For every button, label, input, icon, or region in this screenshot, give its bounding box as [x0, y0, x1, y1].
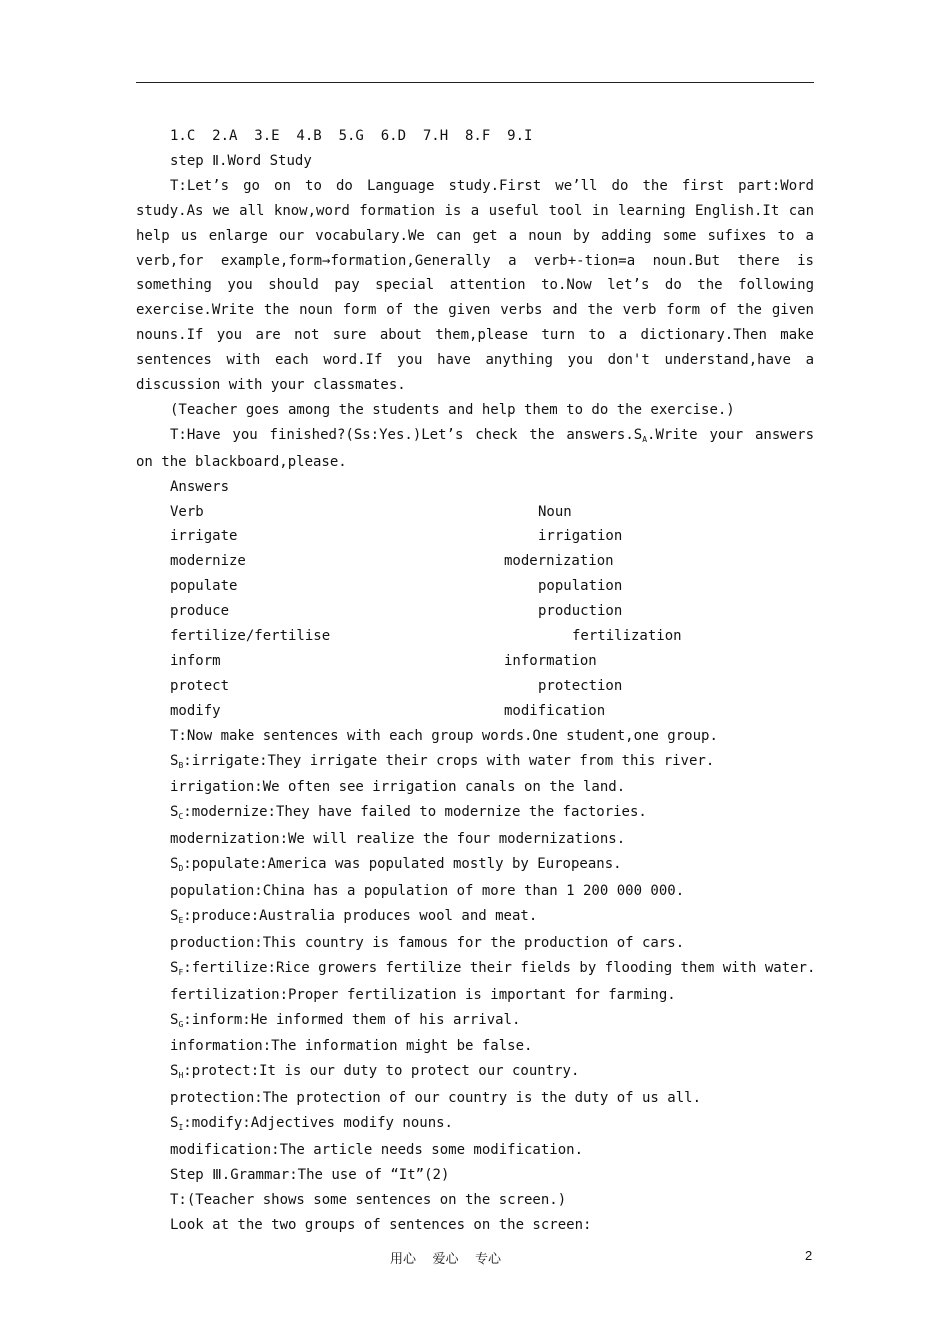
- header-rule: [136, 82, 814, 83]
- noun-column-header: Noun: [538, 503, 572, 520]
- student-subscript: H: [178, 1071, 184, 1081]
- verb-cell: modify: [170, 702, 221, 719]
- student-label: S: [170, 907, 179, 924]
- student-label: S: [170, 804, 179, 821]
- noun-cell: production: [538, 603, 623, 620]
- noun-cell: population: [538, 578, 623, 595]
- sentence-text: modification:The article needs some modification.: [170, 1142, 584, 1159]
- check-answers-paragraph: [136, 423, 814, 475]
- sentence-text: fertilization:Proper fertilization is important for farming.: [170, 986, 676, 1003]
- verb-cell: populate: [170, 578, 238, 595]
- sentence-text: :fertilize:Rice growers fertilize their fields by flooding them with water.: [183, 959, 816, 976]
- sentence-line: [136, 1008, 814, 1035]
- sentence-text: :modernize:They have failed to modernize the factories.: [183, 804, 647, 821]
- sentence-line: [136, 827, 814, 852]
- verb-cell: irrigate: [170, 528, 238, 545]
- sentence-text: modernization:We will realize the four modernizations.: [170, 831, 626, 848]
- sentence-line: [136, 931, 814, 956]
- noun-cell: fertilization: [572, 628, 682, 645]
- sentence-line: [136, 904, 814, 931]
- sentence-line: [136, 1059, 814, 1086]
- stage-direction: (Teacher goes among the students and help them to do the exercise.): [170, 401, 735, 418]
- sentence-line: [136, 800, 814, 827]
- sentence-text: irrigation:We often see irrigation canals on the land.: [170, 779, 626, 796]
- answer-key: 1.C 2.A 3.E 4.B 5.G 6.D 7.H 8.F 9.I: [170, 128, 533, 144]
- example-sentences: [136, 749, 814, 1164]
- table-row: [136, 649, 814, 674]
- verb-cell: modernize: [170, 553, 246, 570]
- student-label: S: [170, 1011, 179, 1028]
- student-label: S: [170, 959, 179, 976]
- table-row: [136, 549, 814, 574]
- sentence-line: [136, 852, 814, 879]
- table-row: [136, 599, 814, 624]
- sentence-text: :populate:America was populated mostly by Europeans.: [183, 856, 622, 873]
- sentence-text: :protect:It is our duty to protect our country.: [183, 1063, 580, 1080]
- verb-cell: protect: [170, 677, 230, 694]
- page-body: [136, 124, 814, 1238]
- verb-cell: fertilize/fertilise: [170, 628, 331, 645]
- word-formation-table: [136, 500, 814, 724]
- noun-cell: modification: [504, 702, 606, 719]
- noun-cell: modernization: [504, 553, 614, 570]
- check-text-b: .Write your answers on the blackboard,please.: [136, 426, 814, 470]
- check-text-a: T:Have you finished?(Ss:Yes.)Let’s check the answers.S: [170, 426, 643, 443]
- sentence-line: [136, 956, 814, 983]
- table-row: [136, 524, 814, 549]
- student-label: S: [170, 1115, 179, 1132]
- verb-cell: produce: [170, 603, 230, 620]
- student-subscript: E: [178, 915, 184, 925]
- student-label: S: [170, 752, 179, 769]
- sentence-text: protection:The protection of our country is the duty of us all.: [170, 1090, 702, 1107]
- sentence-text: population:China has a population of more than 1 200 000 000.: [170, 883, 685, 900]
- noun-cell: irrigation: [538, 528, 623, 545]
- step3-look-line: Look at the two groups of sentences on the screen:: [170, 1216, 592, 1233]
- sentence-text: production:This country is famous for the production of cars.: [170, 934, 685, 951]
- sentence-text: information:The information might be false.: [170, 1038, 533, 1055]
- table-row: [136, 674, 814, 699]
- noun-cell: information: [504, 652, 597, 669]
- table-row: [136, 624, 814, 649]
- student-subscript: I: [178, 1123, 184, 1133]
- verb-column-header: Verb: [170, 503, 204, 520]
- footer-motto: 用心 爱心 专心: [390, 1252, 502, 1267]
- table-header-row: [136, 500, 814, 525]
- student-subscript: G: [178, 1019, 184, 1029]
- sentence-line: [136, 775, 814, 800]
- table-row: [136, 699, 814, 724]
- student-subscript: C: [178, 812, 184, 822]
- sentence-line: [136, 879, 814, 904]
- sentence-text: :produce:Australia produces wool and meat.: [183, 907, 538, 924]
- verb-cell: inform: [170, 652, 221, 669]
- noun-cell: protection: [538, 677, 623, 694]
- sentence-text: :modify:Adjectives modify nouns.: [183, 1115, 453, 1132]
- student-label: S: [170, 1063, 179, 1080]
- sentence-text: :inform:He informed them of his arrival.: [183, 1011, 521, 1028]
- step3-heading: Step Ⅲ.Grammar:The use of “It”(2): [170, 1167, 450, 1184]
- sentence-line: [136, 1034, 814, 1059]
- student-subscript: B: [178, 760, 184, 770]
- step3-teacher-line: T:(Teacher shows some sentences on the screen.): [170, 1191, 567, 1208]
- teacher-intro-paragraph: T:Let’s go on to do Language study.First we’ll do the first part:Word study.As we all know,word formation is a useful tool in learning English.It can help us enlarge our vocabulary.We can get a noun by adding some sufixes to a verb,for example,form→formation,Generally a verb+-tion=a noun.But there is something you should pay special attention to.Now let’s do the following exercise.Write the noun form of the given verbs and the verb form of the given nouns.If you are not sure about them,please turn to a dictionary.Then make sentences with each word.If you have anything you don't understand,have a discussion with your classmates.: [136, 177, 814, 394]
- sentence-line: [136, 1111, 814, 1138]
- sentence-line: [136, 1138, 814, 1163]
- sentence-line: [136, 1086, 814, 1111]
- sentence-line: [136, 749, 814, 776]
- student-subscript: D: [178, 864, 184, 874]
- student-label: S: [170, 856, 179, 873]
- answers-label: Answers: [170, 478, 230, 495]
- student-subscript: F: [178, 967, 184, 977]
- table-row: [136, 574, 814, 599]
- sentence-line: [136, 983, 814, 1008]
- student-subscript: A: [642, 434, 648, 444]
- sentence-text: :irrigate:They irrigate their crops with water from this river.: [183, 752, 715, 769]
- sentence-instruction: T:Now make sentences with each group words.One student,one group.: [170, 727, 718, 744]
- page-number: 2: [805, 1248, 813, 1263]
- step2-heading: step Ⅱ.Word Study: [170, 152, 312, 169]
